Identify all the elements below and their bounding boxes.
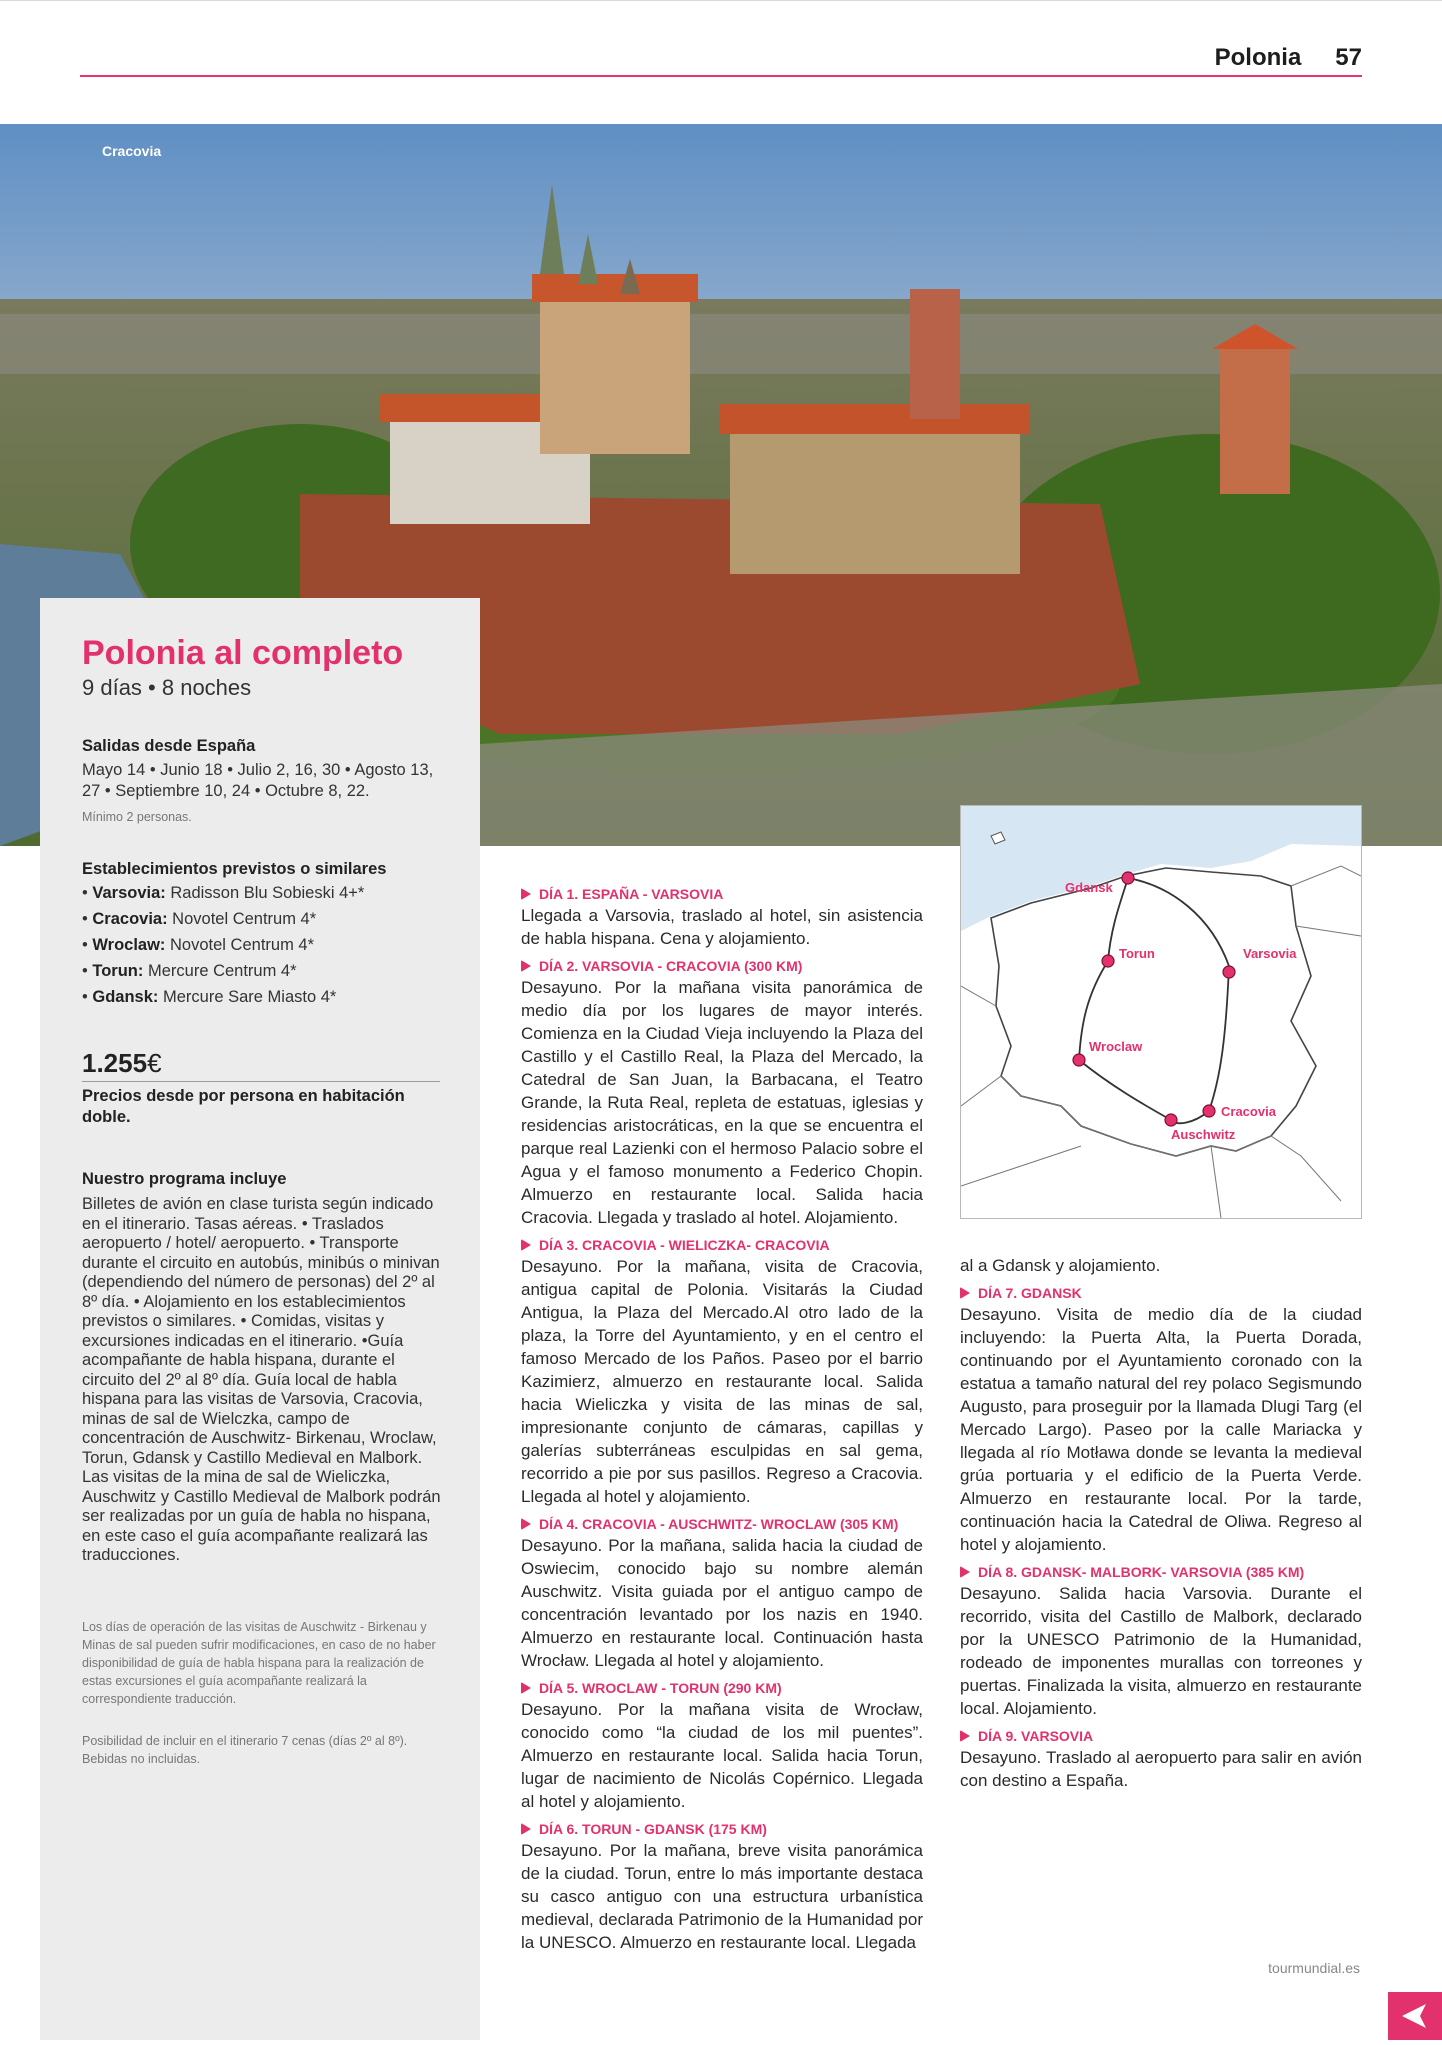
- triangle-bullet-icon: [960, 1287, 970, 1299]
- includes-text: Billetes de avión en clase turista según indicado en el itinerario. Tasas aéreas. • Traslados aeropuerto / hotel/ aeropuerto. • Transporte durante el circuito en autobús, minibús o minivan (dependiendo del número de personas) del 2º al 8º día. • Alojamiento en los establecimientos previstos o similares. • Comidas, visitas y excursiones indicadas en el itinerario. •Guía acompañante de habla hispana, durante el circuito del 2º al 8º día. Guía local de habla hispana para las visitas de Varsovia, Cracovia, minas de sal de Wielczka, campo de concentración de Auschwitz- Birkenau, Wroclaw, Torun, Gdansk y Castillo Medieval en Malbork. Las visitas de la mina de sal de Wieliczka, Auschwitz y Castillo Medieval de Malbork podrán ser realizadas por un guía de habla no hispana, en este caso el guía acompañante realizará las traducciones.: [82, 1195, 441, 1564]
- hotels-list: [82, 884, 364, 1014]
- page-number: 57: [1335, 44, 1362, 71]
- day-title: DÍA 6. TORUN - GDANSK (175 KM): [539, 1821, 767, 1837]
- day-title: DÍA 7. GDANSK: [978, 1285, 1082, 1301]
- header-rule: [80, 75, 1362, 77]
- day-text: Desayuno. Por la mañana, salida hacia la ciudad de Oswiecim, conocido bajo su nombre alemán Auschwitz. Visita guiada por el antiguo campo de concentración levantado por los nazis en 1940. Almuerzo en restaurante local. Continuación hasta Wrocław. Llegada al hotel y alojamiento.: [521, 1536, 923, 1670]
- itinerary-day: [521, 1819, 923, 1954]
- triangle-bullet-icon: [960, 1566, 970, 1578]
- hotel-item: • Wroclaw: Novotel Centrum 4*: [82, 936, 314, 954]
- day-title: DÍA 1. ESPAÑA - VARSOVIA: [539, 886, 724, 902]
- itinerary-day: [521, 956, 923, 1229]
- day-text: Desayuno. Traslado al aeropuerto para salir en avión con destino a España.: [960, 1748, 1362, 1790]
- photo-caption: Cracovia: [102, 143, 162, 159]
- hotels-heading: Establecimientos previstos o similares: [82, 860, 387, 878]
- itinerary-day: [960, 1562, 1362, 1720]
- hotel-item: • Cracovia: Novotel Centrum 4*: [82, 910, 317, 928]
- tour-duration: 9 días • 8 noches: [82, 675, 252, 700]
- hotel-city: Cracovia:: [92, 910, 168, 928]
- map-label-auschwitz: Auschwitz: [1171, 1127, 1236, 1142]
- hotel-item: • Gdansk: Mercure Sare Miasto 4*: [82, 988, 337, 1006]
- day-title: DÍA 4. CRACOVIA - AUSCHWITZ- WROCLAW (305 KM): [539, 1516, 899, 1532]
- triangle-bullet-icon: [521, 1239, 531, 1251]
- itinerary-day: [521, 1235, 923, 1508]
- day-title: DÍA 9. VARSOVIA: [978, 1728, 1094, 1744]
- map-label-wroclaw: Wroclaw: [1089, 1039, 1143, 1054]
- hotel-city: Wroclaw:: [92, 936, 166, 954]
- hotel-name: Mercure Centrum 4*: [147, 962, 297, 980]
- itinerary-day: [521, 1678, 923, 1813]
- top-border: [0, 0, 1442, 1]
- triangle-bullet-icon: [521, 1823, 531, 1835]
- triangle-bullet-icon: [521, 888, 531, 900]
- price-rule: [82, 1081, 440, 1082]
- map-label-torun: Torun: [1119, 946, 1155, 961]
- hotel-name: Novotel Centrum 4*: [172, 910, 317, 928]
- hotel-city: Torun:: [92, 962, 144, 980]
- map-label-cracovia: Cracovia: [1221, 1104, 1276, 1119]
- minimum-note: Mínimo 2 personas.: [82, 810, 192, 824]
- tour-title: Polonia al completo: [82, 634, 404, 672]
- dinner-note: Posibilidad de incluir en el itinerario 7 cenas (días 2º al 8º). Bebidas no incluidas.: [82, 1734, 408, 1766]
- website-footer[interactable]: tourmundial.es: [1268, 1960, 1360, 1976]
- day-text: Desayuno. Visita de medio día de la ciudad incluyendo: la Puerta Alta, la Puerta Dorada, continuando por el Ayuntamiento coronado con la estatua a tamaño natural del rey polaco Segismundo Augusto, para proseguir por la llamada Dlugi Targ (el Mercado Largo). Paseo por la calle Mariacka y llegada al río Motława donde se levanta la medieval grúa portuaria y el edificio de la Puerta Verde. Almuerzo en restaurante local. Por la tarde, continuación hacia la Catedral de Oliwa. Regreso al hotel y alojamiento.: [960, 1305, 1362, 1554]
- itinerary-day: [960, 1283, 1362, 1556]
- day-title: DÍA 5. WROCLAW - TORUN (290 KM): [539, 1680, 782, 1696]
- triangle-bullet-icon: [521, 960, 531, 972]
- hotel-name: Radisson Blu Sobieski 4+*: [170, 884, 365, 902]
- price-value: 1.255: [82, 1048, 148, 1078]
- day-text: Desayuno. Por la mañana, visita de Cracovia, antigua capital de Polonia. Visitarás la Ciudad Antigua, la Plaza del Mercado.Al otro lado de la plaza, la Torre del Ayuntamiento, y en el centro el famoso Mercado de los Paños. Paseo por el barrio Kazimierz, almuerzo en restaurante local. Salida hacia Wieliczka y visita de las minas de sal, impresionante conjunto de cámaras, capillas y galerías subterráneas esculpidas en sal gema, recorrido a pie por sus pasillos. Regreso a Cracovia. Llegada al hotel y alojamiento.: [521, 1257, 923, 1506]
- itinerary-day: [960, 1726, 1362, 1792]
- day-text-continuation: al a Gdansk y alojamiento.: [960, 1256, 1161, 1275]
- hotel-item: • Torun: Mercure Centrum 4*: [82, 962, 297, 980]
- hotel-city: Gdansk:: [92, 988, 159, 1006]
- includes-heading: Nuestro programa incluye: [82, 1170, 287, 1188]
- itinerary-column-1: [521, 884, 923, 1960]
- day-text: Desayuno. Salida hacia Varsovia. Durante el recorrido, visita del Castillo de Malbork, declarado por la UNESCO Patrimonio de la Humanidad, rodeado de imponentes murallas con torreones y puertas. Finalizada la visita, almuerzo en restaurante local. Alojamiento.: [960, 1584, 1362, 1718]
- day-text: Desayuno. Por la mañana visita panorámica de medio día por los lugares de mayor interés. Comienza en la Ciudad Vieja incluyendo la Plaza del Castillo y el Castillo Real, la Plaza del Mercado, la Catedral de San Juan, la Barbacana, el Teatro Grande, la Ruta Real, repleta de estatuas, iglesias y residencias aristocráticas, en la que se encuentra el parque real Lazienki con el hermoso Palacio sobre el Agua y el famoso monumento a Federico Chopin. Almuerzo en restaurante local. Salida hacia Cracovia. Llegada y traslado al hotel. Alojamiento.: [521, 978, 923, 1227]
- price-note: Precios desde por persona en habitación doble.: [82, 1087, 405, 1126]
- triangle-bullet-icon: [521, 1682, 531, 1694]
- itinerary-day: [521, 1514, 923, 1672]
- departures-heading: Salidas desde España: [82, 737, 256, 755]
- itinerary-day: [521, 884, 923, 950]
- day-text: Llegada a Varsovia, traslado al hotel, sin asistencia de habla hispana. Cena y alojamiento.: [521, 906, 923, 948]
- day-title: DÍA 8. GDANSK- MALBORK- VARSOVIA (385 KM): [978, 1564, 1305, 1580]
- hotel-city: Varsovia:: [92, 884, 166, 902]
- triangle-bullet-icon: [960, 1730, 970, 1742]
- day-text: Desayuno. Por la mañana, breve visita panorámica de la ciudad. Torun, entre lo más importante destaca su casco antiguo con una estructura urbanística medieval, declarada Patrimonio de la Humanidad por la UNESCO. Almuerzo en restaurante local. Llegada: [521, 1841, 923, 1952]
- poland-map-image: [961, 806, 1361, 1218]
- route-map: [960, 805, 1362, 1219]
- back-button[interactable]: [1388, 1992, 1442, 2040]
- map-label-gdansk: Gdansk: [1065, 880, 1113, 895]
- hotel-name: Mercure Sare Miasto 4*: [163, 988, 337, 1006]
- day-text: Desayuno. Por la mañana visita de Wrocław, conocido como “la ciudad de los mil puentes”. Almuerzo en restaurante local. Salida hacia Torun, lugar de nacimiento de Nicolás Copérnico. Llegada al hotel y alojamiento.: [521, 1700, 923, 1811]
- itinerary-column-2: [960, 1254, 1362, 1798]
- triangle-bullet-icon: [521, 1518, 531, 1530]
- day-title: DÍA 3. CRACOVIA - WIELICZKA- CRACOVIA: [539, 1237, 830, 1253]
- excursion-note: Los días de operación de las visitas de Auschwitz - Birkenau y Minas de sal pueden sufrir modificaciones, en caso de no haber disponibilidad de guía de habla hispana para la realización de estas excursiones el guía acompañante realizará la correspondiente traducción.: [82, 1620, 436, 1706]
- hotel-item: • Varsovia: Radisson Blu Sobieski 4+*: [82, 884, 365, 902]
- page-header: [1215, 44, 1362, 72]
- departures-dates: Mayo 14 • Junio 18 • Julio 2, 16, 30 • Agosto 13, 27 • Septiembre 10, 24 • Octubre 8, 22.: [82, 761, 434, 800]
- hotel-name: Novotel Centrum 4*: [170, 936, 314, 954]
- section-title: Polonia: [1214, 44, 1302, 71]
- back-arrow-icon: [1388, 1992, 1442, 2040]
- price: [82, 1048, 162, 1079]
- map-label-varsovia: Varsovia: [1243, 946, 1297, 961]
- day-title: DÍA 2. VARSOVIA - CRACOVIA (300 KM): [539, 958, 803, 974]
- price-currency: €: [147, 1048, 162, 1078]
